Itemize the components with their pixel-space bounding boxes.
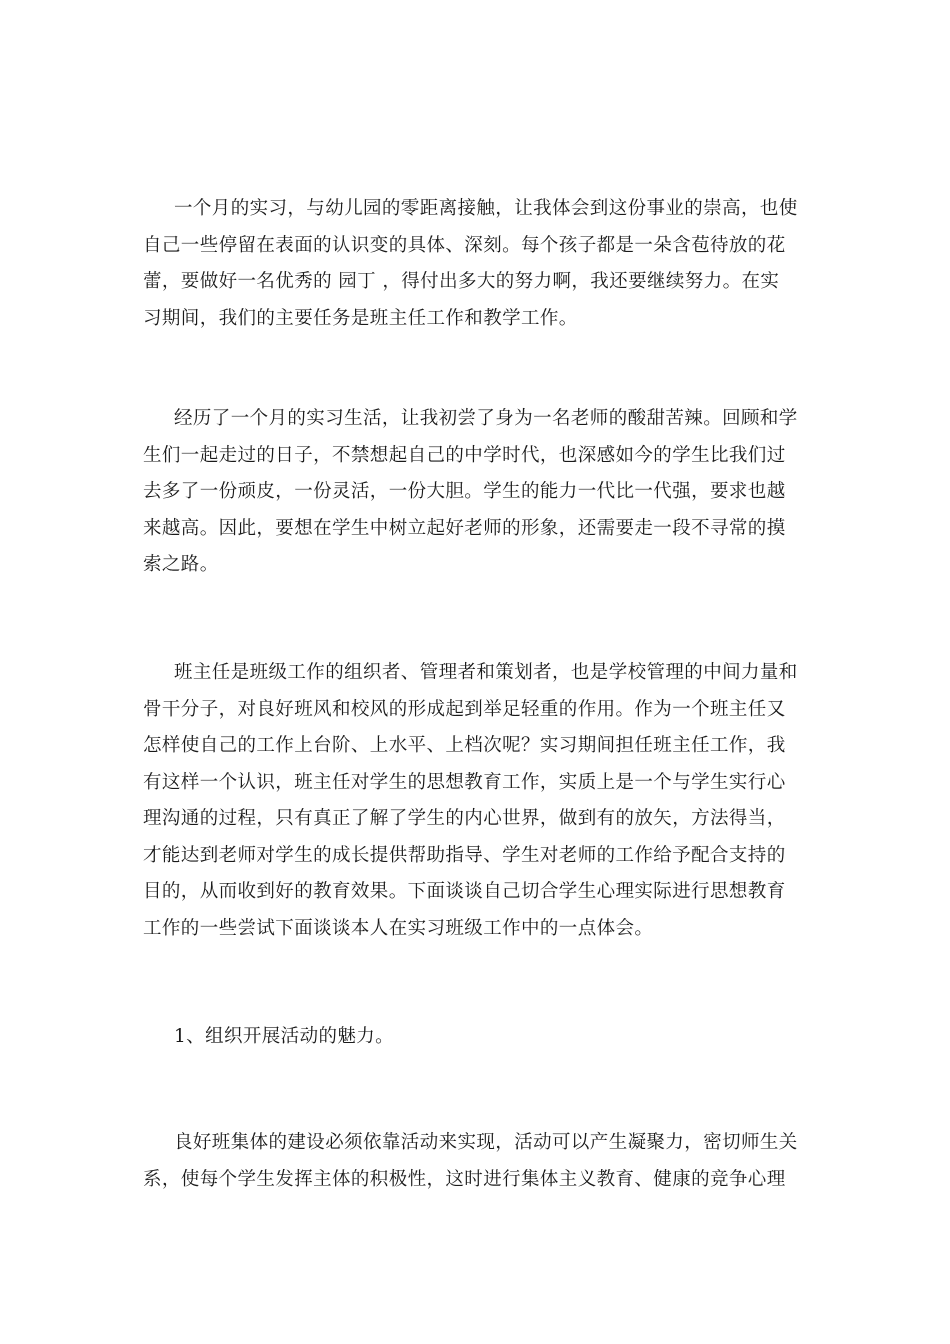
paragraph-line: 生们一起走过的日子，不禁想起自己的中学时代，也深感如今的学生比我们过 xyxy=(143,444,786,466)
section-heading xyxy=(143,1019,813,1056)
paragraph-line: 目的，从而收到好的教育效果。下面谈谈自己切合学生心理实际进行思想教育 xyxy=(143,881,786,902)
paragraph-line: 索之路。 xyxy=(143,554,219,575)
paragraph-line: 一个月的实习，与幼儿园的零距离接触，让我体会到这份事业的崇高，也使 xyxy=(174,198,798,219)
paragraph-line: 怎样使自己的工作上台阶、上水平、上档次呢？实习期间担任班主任工作，我 xyxy=(143,735,786,756)
paragraph-1 xyxy=(143,191,813,337)
paragraph-2 xyxy=(143,401,813,584)
paragraph-line: 才能达到老师对学生的成长提供帮助指导、学生对老师的工作给予配合支持的 xyxy=(143,844,786,866)
paragraph-line: 蕾，要做好一名优秀的 园丁 ，得付出多大的努力啊，我还要继续努力。在实 xyxy=(143,271,780,292)
paragraph-line: 良好班集体的建设必须依靠活动来实现，活动可以产生凝聚力，密切师生关 xyxy=(174,1132,798,1153)
paragraph-4 xyxy=(143,1125,813,1198)
paragraph-line: 来越高。因此，要想在学生中树立起好老师的形象，还需要走一段不寻常的摸 xyxy=(143,517,786,539)
paragraph-line: 系，使每个学生发挥主体的积极性，这时进行集体主义教育、健康的竞争心理 xyxy=(143,1168,786,1190)
paragraph-line: 习期间，我们的主要任务是班主任工作和教学工作。 xyxy=(143,307,578,329)
paragraph-line: 工作的一些尝试下面谈谈本人在实习班级工作中的一点体会。 xyxy=(143,917,654,939)
paragraph-line: 经历了一个月的实习生活，让我初尝了身为一名老师的酸甜苦辣。回顾和学 xyxy=(174,408,798,429)
section-heading-text: 1、组织开展活动的魅力。 xyxy=(174,1026,395,1047)
paragraph-line: 班主任是班级工作的组织者、管理者和策划者，也是学校管理的中间力量和 xyxy=(174,662,798,683)
paragraph-line: 骨干分子，对良好班风和校风的形成起到举足轻重的作用。作为一个班主任又 xyxy=(143,698,786,720)
paragraph-line: 有这样一个认识，班主任对学生的思想教育工作，实质上是一个与学生实行心 xyxy=(143,771,786,793)
paragraph-line: 理沟通的过程，只有真正了解了学生的内心世界，做到有的放矢，方法得当， xyxy=(143,808,786,829)
paragraph-line: 去多了一份顽皮，一份灵活，一份大胆。学生的能力一代比一代强，要求也越 xyxy=(143,481,786,502)
paragraph-3 xyxy=(143,655,813,947)
paragraph-line: 自己一些停留在表面的认识变的具体、深刻。每个孩子都是一朵含苞待放的花 xyxy=(143,234,786,256)
